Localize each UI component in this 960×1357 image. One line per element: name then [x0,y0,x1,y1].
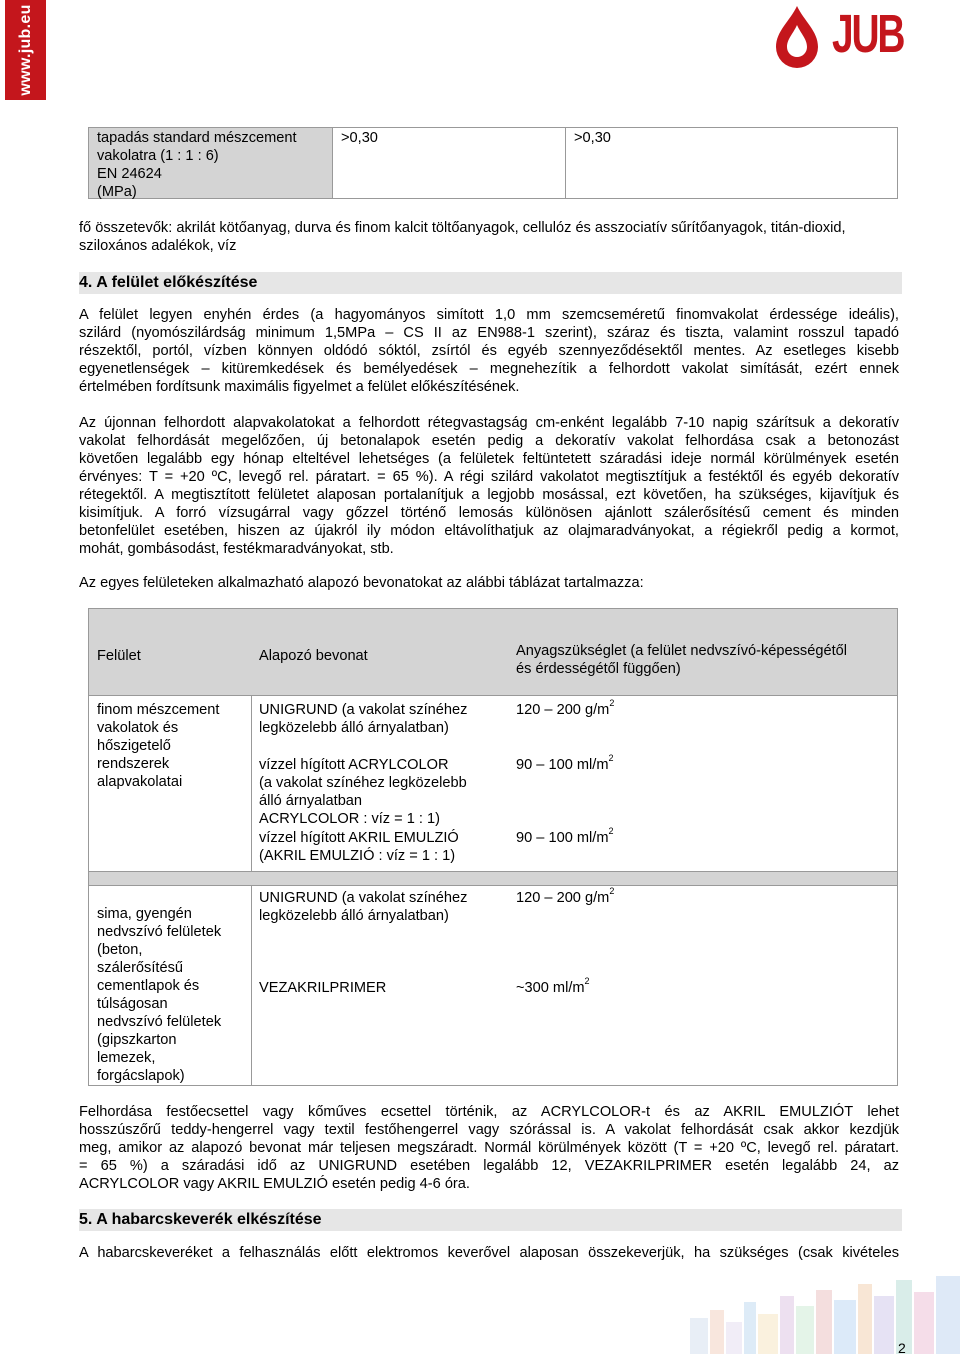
text-line: vakolat felhordását megelőzően, új betonalapok esetén pedig a dekoratív vakolat felhordása csak a betonozást [79,433,899,449]
cell-line: (beton, [97,942,143,958]
cell-line: vakolatok és [97,720,179,736]
cell-line: VEZAKRILPRIMER [259,980,387,996]
text-line: = 65 %) a száradási idő az UNIGRUND esetében legalább 12, VEZAKRILPRIMER esetén legalább 24, az [79,1158,899,1174]
cell-line: forgácslapok) [97,1068,185,1084]
cell-line: vízzel hígított AKRIL EMULZIÓ [259,830,459,846]
cell-line: túlságosan [97,996,168,1012]
table-intro: Az egyes felületeken alkalmazható alapozó bevonatokat az alábbi táblázat tartalmazza: [79,575,644,591]
label-line: tapadás standard mészcement [97,130,297,146]
cell-line: alapvakolatai [97,774,183,790]
primer-cell [259,756,467,828]
amount-value: 90 – 100 ml/m [516,757,609,773]
section-5-heading: 5. A habarcskeverék elkészítése [79,1209,902,1231]
text-line: fő összetevők: akrilát kötőanyag, durva és finom kalcit töltőanyagok, cellulóz és asszociatív sűrítőanyagok, titán-dioxid, [79,220,846,236]
cell-line: sima, gyengén [97,906,192,922]
primer-cell [259,701,467,737]
composition-text [79,219,899,255]
website-url: www.jub.eu [16,4,34,96]
cell-line: finom mészcement [97,702,220,718]
logo-wordmark: JUB [832,4,904,64]
section-5-paragraph: A habarcskeveréket a felhasználás előtt elektromos keverővel alaposan összekeverjük, ha szükséges (csak kivételes [79,1245,899,1261]
text-line: követően legalább egy hónap elteltével lehetséges (a felületek feltüntetett száradási ideje normál körülmények esetén [79,451,899,467]
table-separator-row [89,872,897,886]
application-paragraph [79,1103,899,1193]
header-line: és érdességétől függően) [516,661,681,677]
cell-line: legközelebb álló árnyalatban) [259,720,449,736]
header-line: Anyagszükséglet (a felület nedvszívó-képességétől [516,643,847,659]
text-line: kisimítjuk. A forró vízsugárral vagy gőzzel történő lemosás különösen ajánlott szálerősítésű cement és minden [79,505,899,521]
cell-line: cementlapok és [97,978,200,994]
header-primer: Alapozó bevonat [259,648,368,664]
amount-unit-exponent: 2 [609,698,615,709]
text-line: egyenetlenségek – kitüremkedések és bemélyedések – megnehezítik a felhordott vakolat simítását, ezért ennek [79,361,899,377]
amount-value: 120 – 200 g/m [516,890,610,906]
cell-line: lemezek, [97,1050,156,1066]
cell-line: vízzel hígított ACRYLCOLOR [259,757,449,773]
cell-line: hőszigetelő [97,738,171,754]
surface-cell [97,701,219,791]
cell-line: UNIGRUND (a vakolat színéhez [259,890,468,906]
cell-line: álló árnyalatban [259,793,363,809]
text-line: Felhordása festőecsettel vagy kőműves ecsettel történik, az ACRYLCOLOR-t és az AKRIL EMULZIÓT lehet [79,1104,899,1120]
label-line: EN 24624 [97,166,162,182]
adhesion-value-2: >0,30 [574,130,611,146]
text-line: sziloxános adalékok, víz [79,238,237,254]
label-line: (MPa) [97,184,137,200]
website-banner [5,0,46,100]
cell-line: (gipszkarton [97,1032,177,1048]
cell-line: nedvszívó felületek [97,924,222,940]
cell-line: (a vakolat színéhez legközelebb [259,775,467,791]
section-4-paragraph-2 [79,414,899,558]
text-line: meg, amikor az alapozó bevonat már teljesen megszáradt. Normál körülmények között (T = +20 ºC, levegő rel. páratart. [79,1140,899,1156]
text-line: mohát, gombásodást, festékmaradványokat, stb. [79,541,394,557]
text-line: értelmében fordítsunk maximális figyelmet a felület előkészítésének. [79,379,520,395]
table-row [89,886,897,1085]
primer-cell [259,889,467,925]
text-line: betonfelület esetében, hiszen az újakról ily módon eltávolíthatjuk az olajmaradványokat, a régiekről pedig a kormot, [79,523,899,539]
surface-cell [97,905,221,1085]
amount-unit-exponent: 2 [609,886,615,897]
cell-line: szálerősítésű [97,960,183,976]
text-line: ACRYLCOLOR vagy AKRIL EMULZIÓ esetén pedig 4-6 óra. [79,1176,470,1192]
text-line: részektől, portól, vízben könnyen oldódó sóktól, zsírtól és egyéb szennyeződésektől mentes. Az esetleges kisebb [79,343,899,359]
cell-line: nedvszívó felületek [97,1014,222,1030]
amount-value: 90 – 100 ml/m [516,830,609,846]
amount-unit-exponent: 2 [608,826,614,837]
amount-value: 120 – 200 g/m [516,702,610,718]
text-line: hosszúszőrű teddy-hengerrel vagy textil festőhengerrel vagy szórással is. A vakolat felhordását csak akkor kezdjük [79,1122,899,1138]
amount-cell [516,753,614,774]
amount-cell [516,976,590,997]
column-divider [251,696,252,872]
amount-cell [516,886,615,907]
section-4-paragraph-1 [79,306,899,396]
amount-unit-exponent: 2 [584,976,590,987]
primer-cell [259,979,386,997]
text-line: szilárd (nyomószilárdság minimum 1,5MPa – CS II az EN988-1 szerint), száraz és tiszta, valamint rosszul tapadó [79,325,899,341]
header-surface: Felület [97,648,141,664]
primer-table [88,608,898,1086]
table-row [89,696,897,872]
text-line: rétegektől. A megtisztított felületet alaposan portalanítjuk a legjobb mosással, ezt követően, ha szükséges, kijavítjuk és [79,487,899,503]
primer-cell [259,829,459,865]
amount-unit-exponent: 2 [608,753,614,764]
cell-line: legközelebb álló árnyalatban) [259,908,449,924]
cell-line: rendszerek [97,756,170,772]
skyline-graphic [690,1266,960,1354]
cell-line: UNIGRUND (a vakolat színéhez [259,702,468,718]
cell-line: (AKRIL EMULZIÓ : víz = 1 : 1) [259,848,456,864]
header-consumption [516,642,847,678]
label-line: vakolatra (1 : 1 : 6) [97,148,219,164]
text-line: A felület legyen enyhén érdes (a hagyományos simított 1,0 mm szemcseméretű finomvakolat érdessége ideális), [79,307,899,323]
text-line: Az újonnan felhordott alapvakolatokat a felhordott rétegvastagság cm-enként legalább 7-10 napig szárítsuk a dekoratív [79,415,899,431]
amount-cell [516,826,614,847]
amount-cell [516,698,615,719]
adhesion-label [89,128,333,198]
text-line: érvényes: T = +20 ºC, levegő rel. páratart. = 65 %). A régi szilárd vakolatot megtisztítjuk a festéktől és egyéb dekoratív [79,469,899,485]
section-4-heading: 4. A felület előkészítése [79,272,902,294]
page-number: 2 [898,1340,906,1356]
amount-value: ~300 ml/m [516,980,585,996]
column-divider [251,886,252,1085]
adhesion-value-1: >0,30 [333,128,566,198]
cell-line: ACRYLCOLOR : víz = 1 : 1) [259,811,440,827]
adhesion-table [88,127,898,199]
table-header-row [89,609,897,696]
